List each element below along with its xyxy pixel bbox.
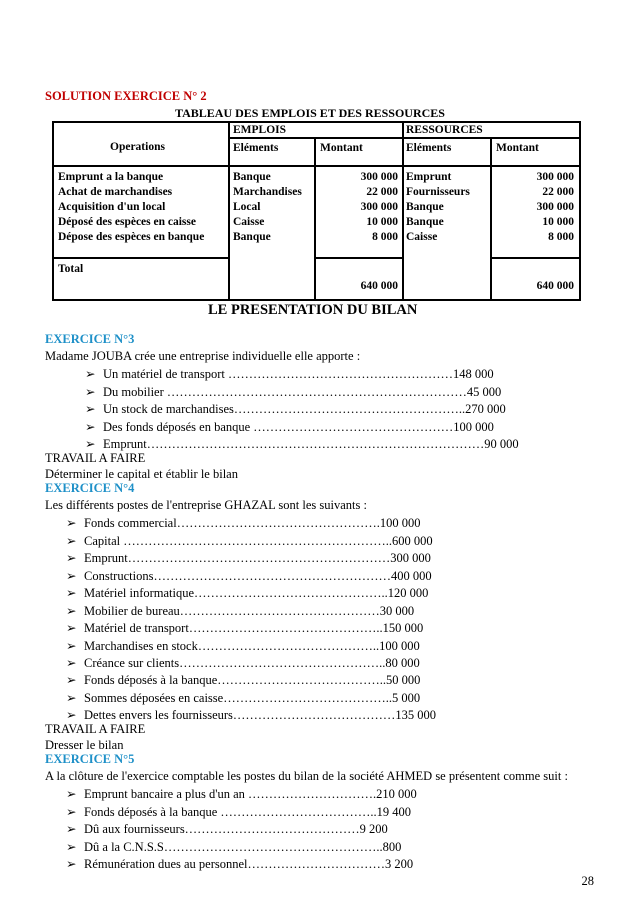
arrow-bullet-icon: ➢ [66,639,77,653]
header-operations: Operations [110,141,165,153]
list-item: ➢ Emprunt………………………………………………………300 000 [66,551,431,565]
row-emploi-element: Banque [233,171,271,183]
arrow-bullet-icon: ➢ [66,569,77,583]
row-ressource-element: Banque [406,201,444,213]
table-divider [490,257,579,259]
table-divider [314,257,402,259]
header-ressources-elements: Eléments [406,142,452,154]
row-emploi-montant: 8 000 [372,231,398,243]
list-item: ➢ Sommes déposées en caisse…………………………………..5 000 [66,691,421,705]
list-item: ➢ Rémunération dues au personnel……………………………3 200 [66,857,414,871]
table-divider [52,165,579,167]
list-item: ➢ Fonds commercial………………………………………….100 000 [66,516,421,530]
arrow-bullet-icon: ➢ [85,420,96,434]
list-item: ➢ Emprunt………………………………………………………………………90 000 [85,437,519,451]
row-ressource-montant: 300 000 [536,201,574,213]
header-emplois-elements: Eléments [233,142,279,154]
total-label: Total [58,263,84,275]
list-item: ➢ Marchandises en stock……………………………………..100 000 [66,639,420,653]
exercice-4-intro: Les différents postes de l'entreprise GHAZAL sont les suivants : [45,498,367,512]
arrow-bullet-icon: ➢ [66,656,77,670]
travail-a-faire: TRAVAIL A FAIRE [45,451,146,465]
arrow-bullet-icon: ➢ [66,822,77,836]
row-emploi-element: Banque [233,231,271,243]
row-emploi-element: Local [233,201,261,213]
travail-a-faire: TRAVAIL A FAIRE [45,722,146,736]
row-ressource-element: Fournisseurs [406,186,470,198]
list-item: ➢ Fonds déposés à la banque…………………………………..50 000 [66,673,421,687]
list-item: ➢ Un stock de marchandises………………………………………………..270 000 [85,402,506,416]
exercice-3-title: EXERCICE N°3 [45,332,135,346]
row-operation: Emprunt a la banque [58,171,164,183]
list-item: ➢ Matériel de transport………………………………………..150 000 [66,621,424,635]
row-operation: Déposé des espèces en caisse [58,216,196,228]
row-emploi-montant: 10 000 [366,216,398,228]
list-item: ➢ Matériel informatique………………………………………..120 000 [66,586,429,600]
exercice-4-title: EXERCICE N°4 [45,481,135,495]
row-ressource-montant: 10 000 [542,216,574,228]
list-item: ➢ Dettes envers les fournisseurs…………………………………135 000 [66,708,437,722]
table-divider [228,137,579,139]
list-item: ➢ Un matériel de transport ………………………………………………148 000 [85,367,494,381]
row-ressource-element: Emprunt [406,171,452,183]
arrow-bullet-icon: ➢ [66,787,77,801]
arrow-bullet-icon: ➢ [66,708,77,722]
exercice-3-intro: Madame JOUBA crée une entreprise individuelle elle apporte : [45,349,361,363]
list-item: ➢ Emprunt bancaire a plus d'un an ………………………….210 000 [66,787,417,801]
exercice-5-intro: A la clôture de l'exercice comptable les postes du bilan de la société AHMED se présentent comme suit : [45,769,568,783]
arrow-bullet-icon: ➢ [85,402,96,416]
arrow-bullet-icon: ➢ [66,691,77,705]
row-ressource-element: Caisse [406,231,438,243]
arrow-bullet-icon: ➢ [85,367,96,381]
solution-title: SOLUTION EXERCICE N° 2 [45,89,207,103]
row-ressource-element: Banque [406,216,444,228]
arrow-bullet-icon: ➢ [85,437,96,451]
arrow-bullet-icon: ➢ [66,673,77,687]
arrow-bullet-icon: ➢ [66,604,77,618]
list-item: ➢ Constructions…………………………………………………400 000 [66,569,432,583]
arrow-bullet-icon: ➢ [66,534,77,548]
row-emploi-element: Marchandises [233,186,302,198]
row-operation: Achat de marchandises [58,186,173,198]
row-ressource-montant: 8 000 [548,231,574,243]
arrow-bullet-icon: ➢ [66,551,77,565]
list-item: ➢ Créance sur clients…………………………………………..80 000 [66,656,420,670]
list-item: ➢ Dû aux fournisseurs……………………………………9 200 [66,822,388,836]
header-ressources: RESSOURCES [406,124,483,136]
arrow-bullet-icon: ➢ [66,621,77,635]
table-divider [490,138,492,299]
header-emplois-montant: Montant [320,142,363,154]
table-title: TABLEAU DES EMPLOIS ET DES RESSOURCES [175,106,445,120]
list-item: ➢ Mobilier de bureau…………………………………………30 000 [66,604,415,618]
total-emplois: 640 000 [360,280,398,292]
arrow-bullet-icon: ➢ [66,857,77,871]
list-item: ➢ Des fonds déposés en banque …………………………………………100 000 [85,420,494,434]
list-item: ➢ Fonds déposés à la banque ………………………………..19 400 [66,805,412,819]
table-divider [402,121,404,299]
page-number: 28 [581,874,594,888]
list-item: ➢ Dû a la C.N.S.S……………………………………………..800 [66,840,402,854]
row-ressource-montant: 22 000 [542,186,574,198]
exercice-3-task: Déterminer le capital et établir le bilan [45,467,238,481]
arrow-bullet-icon: ➢ [66,805,77,819]
arrow-bullet-icon: ➢ [66,840,77,854]
exercice-5-title: EXERCICE N°5 [45,752,135,766]
row-emploi-montant: 300 000 [360,201,398,213]
row-emploi-montant: 300 000 [360,171,398,183]
header-emplois: EMPLOIS [233,124,287,136]
arrow-bullet-icon: ➢ [85,385,96,399]
arrow-bullet-icon: ➢ [66,516,77,530]
exercice-4-task: Dresser le bilan [45,738,124,752]
row-emploi-montant: 22 000 [366,186,398,198]
row-operation: Dépose des espèces en banque [58,231,205,243]
bilan-title: LE PRESENTATION DU BILAN [208,302,418,318]
row-ressource-montant: 300 000 [536,171,574,183]
row-operation: Acquisition d'un local [58,201,166,213]
list-item: ➢ Du mobilier ………………………………………………………………45 000 [85,385,502,399]
table-divider [228,121,230,299]
list-item: ➢ Capital ………………………………………………………..600 000 [66,534,433,548]
table-divider [314,138,316,299]
table-divider [52,257,228,259]
header-ressources-montant: Montant [496,142,539,154]
arrow-bullet-icon: ➢ [66,586,77,600]
total-ressources: 640 000 [536,280,574,292]
row-emploi-element: Caisse [233,216,265,228]
